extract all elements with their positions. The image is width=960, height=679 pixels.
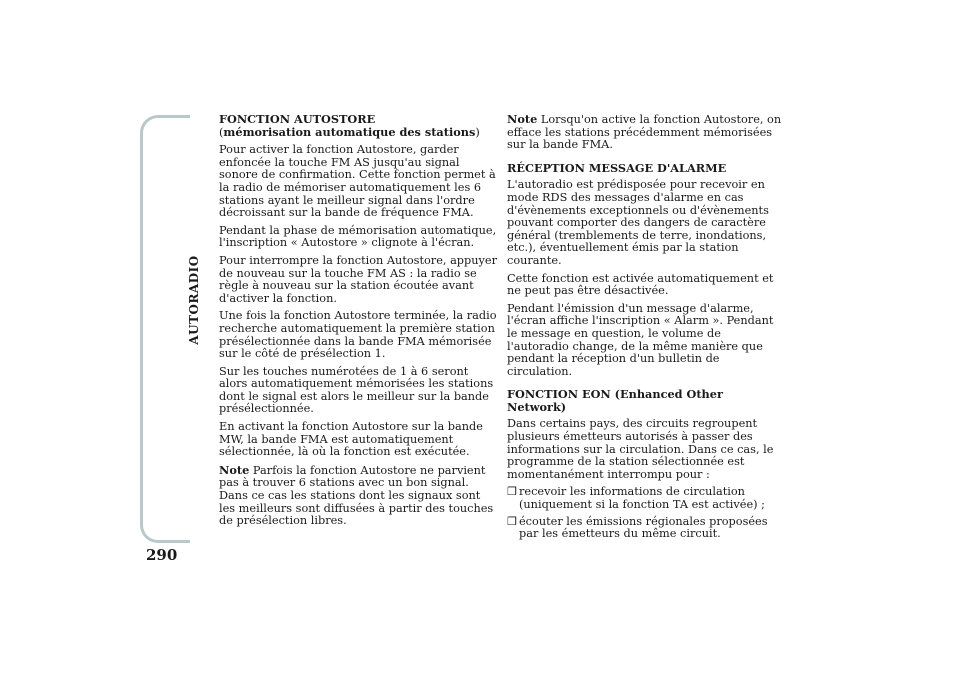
section-tab-label: AUTORADIO xyxy=(187,255,201,345)
page-number: 290 xyxy=(146,546,178,564)
paragraph: Pendant l'émission d'un message d'alarme, l'écran affiche l'inscription « Alarm ». Pendant le message en question, le volume de l'autoradio change, de la même manière que pendant la réception d'un bulletin de circulation. xyxy=(507,301,774,378)
note-paragraph: Note Lorsqu'on active la fonction Autostore, on efface les stations précédemment mémorisées sur la bande FMA. xyxy=(507,112,782,152)
alarm-heading: RÉCEPTION MESSAGE D'ALARME xyxy=(507,160,727,175)
paragraph: En activant la fonction Autostore sur la bande MW, la bande FMA est automatiquement sélectionnée, là où la fonction est exécutée. xyxy=(219,420,483,459)
autostore-heading: FONCTION AUTOSTORE xyxy=(219,112,376,126)
paragraph: Pendant la phase de mémorisation automatique, l'inscription « Autostore » clignote à l'écran. xyxy=(219,223,497,250)
paragraph: L'autoradio est prédisposée pour recevoir en mode RDS des messages d'alarme en cas d'évènements exceptionnels ou d'évènements pouvant comporter des dangers de caractère général (tremblements de terre, inondations, etc.), éventuellement émis par la station courante. xyxy=(507,178,769,267)
list-item: ❒ écouter les émissions régionales proposées par les émetteurs du même circuit. xyxy=(507,514,768,541)
list-item: ❒ recevoir les informations de circulation (uniquement si la fonction TA est activée) ; xyxy=(507,485,765,512)
right-column xyxy=(507,113,783,545)
paragraph: Dans certains pays, des circuits regroupent plusieurs émetteurs autorisés à passer des informations sur la circulation. Dans ce cas, le programme de la station sélectionnée est momentanément interrompu pour : xyxy=(507,417,774,481)
note-label: Note xyxy=(219,462,250,477)
autostore-subheading: (mémorisation automatique des stations) xyxy=(219,124,480,139)
paragraph: Pour activer la fonction Autostore, garder enfoncée la touche FM AS jusqu'au signal sonore de confirmation. Cette fonction permet à la radio de mémoriser automatiquement les 6 stations ayant le meilleur signal dans l'ordre décroissant sur la bande de fréquence FMA. xyxy=(219,143,496,220)
checkbox-bullet-icon: ❒ xyxy=(507,485,517,499)
paragraph: Sur les touches numérotées de 1 à 6 seront alors automatiquement mémorisées les stations dont le signal est alors le meilleur sur la bande présélectionnée. xyxy=(219,364,494,416)
paragraph: Une fois la fonction Autostore terminée, la radio recherche automatiquement la première station présélectionnée dans la bande FMA mémorisée sur le côté de présélection 1. xyxy=(219,309,497,361)
paragraph: Cette fonction est activée automatiquement et ne peut pas être désactivée. xyxy=(507,271,774,298)
paragraph: Pour interrompre la fonction Autostore, appuyer de nouveau sur la touche FM AS : la radio se règle à nouveau sur la station écoutée avant d'activer la fonction. xyxy=(219,253,498,305)
eon-heading: FONCTION EON (Enhanced Other Network) xyxy=(507,387,723,414)
page-margin-rail xyxy=(140,115,190,543)
note-label: Note xyxy=(507,112,538,126)
checkbox-bullet-icon: ❒ xyxy=(507,514,517,528)
note-paragraph: Note Parfois la fonction Autostore ne parvient pas à trouver 6 stations avec un bon signal. Dans ce cas les stations dont les signaux sont les meilleurs sont diffusées à partir des touches de présélection libres. xyxy=(219,462,494,528)
left-column xyxy=(219,113,497,533)
